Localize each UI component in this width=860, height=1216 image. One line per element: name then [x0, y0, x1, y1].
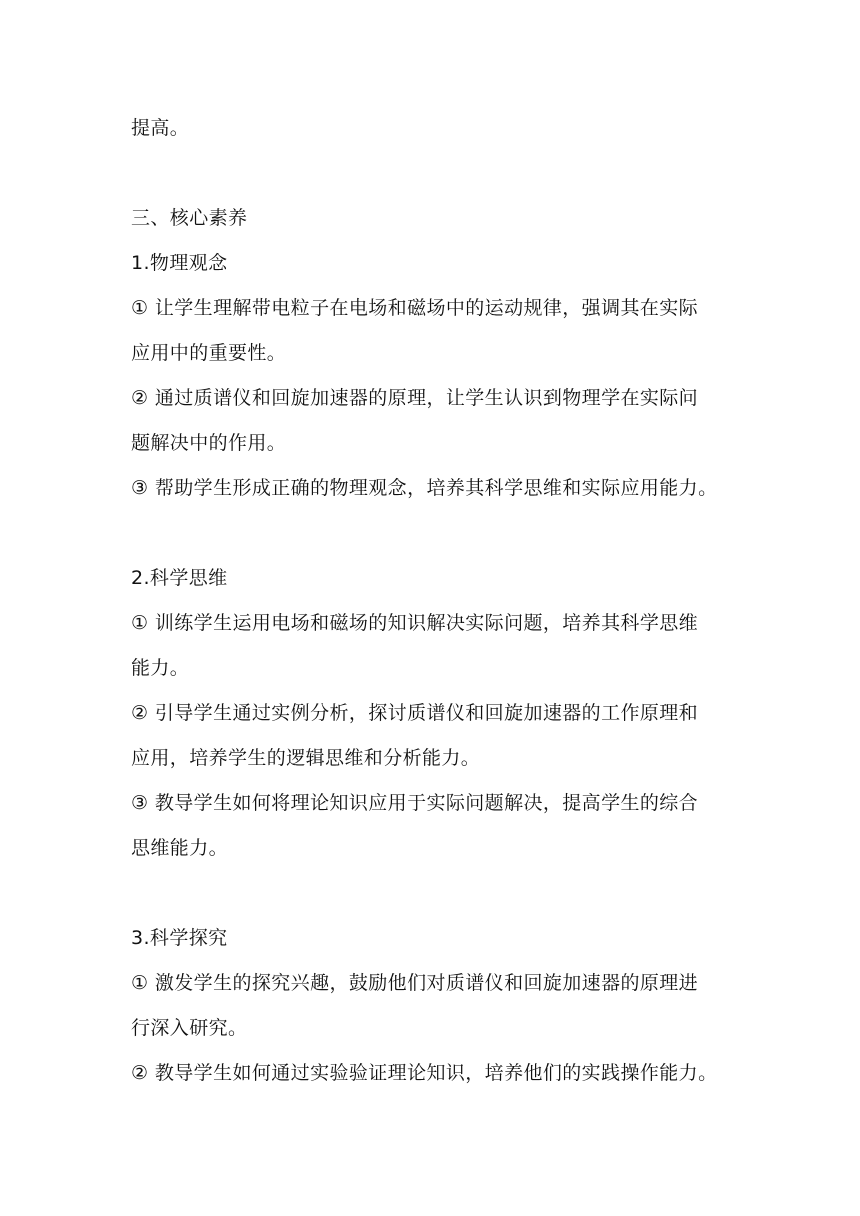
list-item-text: ① 让学生理解带电粒子在电场和磁场中的运动规律，强调其在实际: [131, 297, 699, 319]
list-item-text: ③ 帮助学生形成正确的物理观念，培养其科学思维和实际应用能力。: [131, 477, 718, 499]
subheading-scientific-inquiry: 3.科学探究: [131, 927, 228, 949]
list-item-text: ① 激发学生的探究兴趣，鼓励他们对质谱仪和回旋加速器的原理进: [131, 972, 699, 994]
list-item-text: ② 通过质谱仪和回旋加速器的原理，让学生认识到物理学在实际问: [131, 387, 699, 409]
section-heading-core-literacy: 三、核心素养: [131, 207, 248, 229]
subheading-scientific-thinking: 2.科学思维: [131, 567, 228, 589]
list-item-text: ③ 教导学生如何将理论知识应用于实际问题解决，提高学生的综合: [131, 792, 699, 814]
list-item-text: 题解决中的作用。: [131, 432, 287, 454]
list-item-text: 思维能力。: [131, 837, 229, 859]
paragraph-continuation: 提高。: [131, 117, 190, 139]
list-item-text: 行深入研究。: [131, 1017, 248, 1039]
list-item-text: ① 训练学生运用电场和磁场的知识解决实际问题，培养其科学思维: [131, 612, 699, 634]
list-item-text: ② 引导学生通过实例分析，探讨质谱仪和回旋加速器的工作原理和: [131, 702, 699, 724]
subheading-physics-concept: 1.物理观念: [131, 252, 228, 274]
list-item-text: ② 教导学生如何通过实验验证理论知识，培养他们的实践操作能力。: [131, 1062, 718, 1084]
list-item-text: 应用，培养学生的逻辑思维和分析能力。: [131, 747, 481, 769]
list-item-text: 能力。: [131, 657, 190, 679]
list-item-text: 应用中的重要性。: [131, 342, 287, 364]
